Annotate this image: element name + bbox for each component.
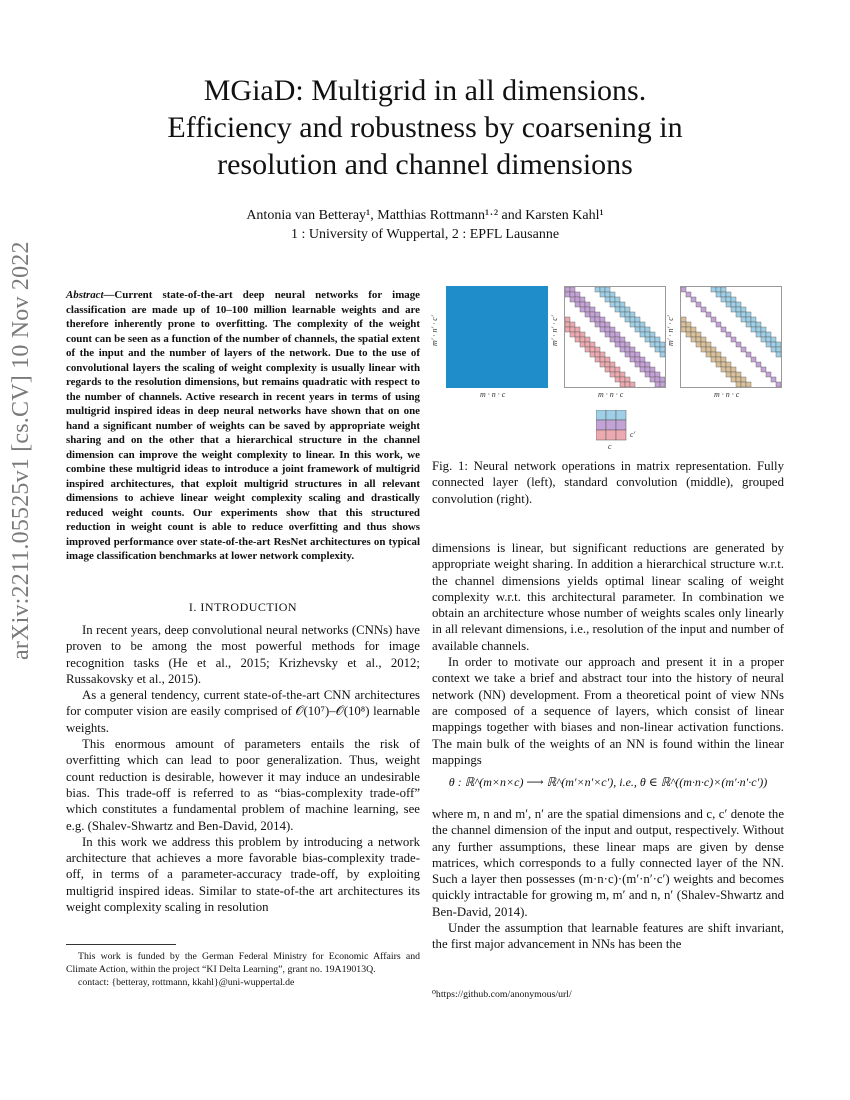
matrix-cell — [575, 302, 580, 307]
matrix-cell — [580, 297, 585, 302]
equation-theta: θ : ℝ^(m×n×c) ⟶ ℝ^(m′×n′×c′), i.e., θ ∈ ℝ^((m·n·c)×(m′·n′·c′)) — [448, 775, 768, 789]
matrix-cell — [655, 347, 660, 352]
matrix-cell — [771, 342, 776, 347]
matrix-cell — [650, 372, 655, 377]
matrix-cell — [655, 342, 660, 347]
matrix-cell — [570, 332, 575, 337]
matrix-cell — [585, 312, 590, 317]
matrix-cell — [756, 362, 761, 367]
matrix-cell — [686, 327, 691, 332]
matrix-cell — [741, 317, 746, 322]
matrix-cell — [766, 342, 771, 347]
matrix-cell — [746, 312, 751, 317]
matrix-cell — [645, 372, 650, 377]
matrix-cell — [610, 337, 615, 342]
matrix-cell — [766, 337, 771, 342]
matrix-cell — [605, 297, 610, 302]
paragraph: In this work we address this problem by introducing a network architecture that achieves a more favorable bias-complexity trade-off, in terms of a parameter-accuracy trade-off, by exploiting multigrid inspired ideas. Similar to state-of-the art architectures its weight complexity scaling in resolution — [66, 834, 420, 915]
matrix-cell — [686, 322, 691, 327]
matrix-cell — [711, 352, 716, 357]
matrix-cell — [595, 347, 600, 352]
matrix-cell — [741, 377, 746, 382]
matrix-cell — [605, 287, 610, 292]
paper-title — [60, 72, 790, 183]
matrix-cell — [701, 342, 706, 347]
matrix-cell — [681, 317, 686, 322]
matrix-cell — [645, 337, 650, 342]
title-line-1: MGiaD: Multigrid in all dimensions. — [203, 74, 647, 107]
matrix-cell — [686, 292, 691, 297]
matrix-cell — [630, 347, 635, 352]
matrix-cell — [570, 287, 575, 292]
matrix-cell — [580, 307, 585, 312]
matrix-cell — [620, 347, 625, 352]
matrix-cell — [645, 362, 650, 367]
matrix-cell — [615, 372, 620, 377]
matrix-cell — [570, 327, 575, 332]
matrix-cell — [691, 337, 696, 342]
matrix-cell — [645, 332, 650, 337]
paragraph: Under the assumption that learnable features are shift invariant, the first major advancement in NNs has been the — [432, 921, 784, 952]
matrix-cell — [645, 327, 650, 332]
kernel-block — [596, 410, 628, 442]
matrix-cell — [595, 287, 600, 292]
matrix-cell — [701, 337, 706, 342]
abstract-label: Abstract — [66, 289, 104, 301]
matrix-cell — [590, 347, 595, 352]
matrix-cell — [580, 342, 585, 347]
matrix-cell — [716, 357, 721, 362]
matrix-cell — [696, 302, 701, 307]
matrix-cell — [570, 292, 575, 297]
axis-label-x: m · n · c — [714, 390, 740, 399]
matrix-cell — [580, 332, 585, 337]
matrix-cell — [575, 332, 580, 337]
matrix-cell — [721, 287, 726, 292]
matrix-cell — [726, 332, 731, 337]
matrix-cell — [625, 312, 630, 317]
paragraph: dimensions is linear, but significant reductions are generated by appropriate weight sharing. In addition a hierarchical structure w.r.t. the channel dimensions yields optimal linear scaling of weight complexity w.r.t. this architectural parameter. In combination we obtain an architecture whose number of weights scales only linearly in all relevant dimensions, i.e., resolution of the input and number of available channels. — [432, 541, 784, 653]
matrix-cell — [711, 317, 716, 322]
matrix-cell — [660, 352, 665, 357]
matrix-cell — [610, 327, 615, 332]
matrix-cell — [726, 292, 731, 297]
matrix-cell — [610, 297, 615, 302]
matrix-cell — [630, 382, 635, 387]
paragraph: In recent years, deep convolutional neural networks (CNNs) have proven to be among the most powerful methods for image recognition tasks (He et al., 2015; Krizhevsky et al., 2012; Russakovsky et al., 2015). — [66, 623, 420, 686]
matrix-cell — [615, 377, 620, 382]
conv-matrix — [564, 286, 666, 388]
matrix-cell — [620, 372, 625, 377]
grouped-conv-matrix — [680, 286, 782, 388]
matrix-cell — [746, 322, 751, 327]
matrix-cell — [640, 327, 645, 332]
matrix-cell — [640, 322, 645, 327]
matrix-cell — [731, 377, 736, 382]
matrix-cell — [595, 352, 600, 357]
matrix-cell — [731, 297, 736, 302]
matrix-cell — [565, 292, 570, 297]
matrix-cell — [600, 322, 605, 327]
matrix-cell — [615, 307, 620, 312]
matrix-cell — [620, 307, 625, 312]
kernel-label-c: c — [608, 442, 612, 451]
matrix-cell — [565, 317, 570, 322]
matrix-cell — [595, 317, 600, 322]
matrix-cell — [660, 342, 665, 347]
matrix-cell — [771, 347, 776, 352]
matrix-cell — [741, 307, 746, 312]
matrix-cell — [610, 292, 615, 297]
matrix-cell — [615, 337, 620, 342]
matrix-cell — [605, 322, 610, 327]
matrix-cell — [756, 327, 761, 332]
matrix-cell — [630, 312, 635, 317]
matrix-cell — [721, 357, 726, 362]
right-column-body-b — [432, 806, 784, 953]
matrix-cell — [595, 322, 600, 327]
matrix-cell — [726, 367, 731, 372]
matrix-cell — [771, 377, 776, 382]
paragraph: where m, n and m′, n′ are the spatial dimensions and c, c′ denote the the channel dimension of the input and output, respectively. Without any further assumptions, these linear maps are given by dense matrices, which corresponds to a fully connected layer of the NN. Such a layer then possesses (m·n·c)·(m′·n′·c′) weights and becomes quickly intractable for growing m, m′ and n, n′ (Shalev-Shwartz and Ben-David, 2014). — [432, 807, 784, 919]
matrix-cell — [731, 307, 736, 312]
matrix-cell — [761, 332, 766, 337]
footnote-funding: This work is funded by the German Federal Ministry for Economic Affairs and Climate Action, within the project “KI Delta Learning”, grant no. 19A19013Q. — [66, 951, 420, 975]
affiliations: 1 : University of Wuppertal, 2 : EPFL Lausanne — [290, 227, 560, 242]
matrix-cell — [726, 362, 731, 367]
matrix-cell — [565, 327, 570, 332]
matrix-cell — [776, 342, 781, 347]
matrix-cell — [615, 342, 620, 347]
axis-label-x: m · n · c — [598, 390, 624, 399]
matrix-cell — [600, 317, 605, 322]
matrix-cell — [726, 297, 731, 302]
matrix-cell — [605, 327, 610, 332]
matrix-cell — [706, 352, 711, 357]
matrix-cell — [625, 342, 630, 347]
matrix-cell — [776, 347, 781, 352]
section-heading-introduction: I. INTRODUCTION — [188, 600, 298, 614]
dense-matrix — [446, 286, 548, 388]
matrix-cell — [660, 382, 665, 387]
matrix-cell — [751, 317, 756, 322]
matrix-cell — [585, 307, 590, 312]
matrix-cell — [640, 332, 645, 337]
paragraph: This enormous amount of parameters entails the risk of overfitting which can lead to poor generalization. Thus, weight count reduction is desirable, however it may induce an undesirable bias. This trade-off is referred to as “bias-complexity trade-off” which constitutes a fundamental problem of machine learning, see e.g. (Shalev-Shwartz and Ben-David, 2014). — [66, 737, 420, 833]
matrix-cell — [716, 292, 721, 297]
matrix-cell — [681, 287, 686, 292]
abstract-text: —Current state-of-the-art deep neural networks for image classification are made up of 10–100 million learnable weights and are therefore inherently prone to overfitting. The complexity of the weight count can be seen as a function of the number of channels, the spatial extent of the input and the number of layers of the network. Due to the use of convolutional layers the scaling of weight complexity is usually linear with regards to the resolution dimensions, but remains quadratic with respect to the number of channels. Active research in recent years in terms of using multigrid inspired ideas in deep neural networks have shown that on one hand a significant number of weights can be saved by appropriate weight sharing and on the other that a hierarchical structure in the channel dimension can improve the weight complexity to linear. In this work, we combine these multigrid ideas to introduce a joint framework of multigrid inspired architectures, that exploit multigrid structures in all relevant dimensions to achieve linear weight complexity scaling and drastically reduced weight counts. Our experiments show that this structured reduction in weight count is able to reduce overfitting and thus shows improved performance over state-of-the-art ResNet architectures on typical image classification benchmarks at lower network complexity. — [66, 289, 420, 562]
matrix-cell — [610, 372, 615, 377]
matrix-cell — [776, 352, 781, 357]
matrix-cell — [590, 317, 595, 322]
matrix-cell — [741, 382, 746, 387]
matrix-cell — [615, 332, 620, 337]
matrix-cell — [620, 312, 625, 317]
matrix-cell — [716, 362, 721, 367]
axis-label-x: m · n · c — [480, 390, 506, 399]
matrix-cell — [635, 322, 640, 327]
matrix-cell — [716, 322, 721, 327]
matrix-cell — [691, 332, 696, 337]
matrix-cell — [736, 382, 741, 387]
matrix-cell — [585, 302, 590, 307]
matrix-cell — [635, 317, 640, 322]
matrix-cell — [655, 377, 660, 382]
matrix-cell — [565, 322, 570, 327]
matrix-cell — [600, 292, 605, 297]
matrix-cell — [585, 342, 590, 347]
matrix-cell — [701, 347, 706, 352]
matrix-cell — [771, 337, 776, 342]
matrix-cell — [706, 347, 711, 352]
matrix-cell — [761, 367, 766, 372]
figure-1 — [430, 284, 790, 454]
matrix-cell — [726, 302, 731, 307]
matrix-cell — [635, 362, 640, 367]
matrix-cell — [635, 357, 640, 362]
paragraph: In order to motivate our approach and present it in a proper context we take a brief and abstract tour into the history of neural network (NN) development. From a theoretical point of view NNs are composed of a sequence of layers, which consist of linear mappings together with biases and non-linear activation functions. The main bulk of the weights of an NN is found within the linear mappings — [432, 655, 784, 767]
matrix-cell — [716, 352, 721, 357]
axis-label-y: m′ · n′ · c′ — [550, 315, 559, 346]
matrix-cell — [640, 357, 645, 362]
matrix-cell — [736, 302, 741, 307]
matrix-cell — [610, 302, 615, 307]
matrix-cell — [620, 382, 625, 387]
matrix-cell — [600, 362, 605, 367]
matrix-cell — [731, 337, 736, 342]
matrix-cell — [615, 367, 620, 372]
matrix-cell — [721, 297, 726, 302]
axis-label-y: m′ · n′ · c′ — [666, 315, 675, 346]
matrix-cell — [635, 327, 640, 332]
matrix-cell — [625, 317, 630, 322]
matrix-cell — [716, 287, 721, 292]
matrix-cell — [580, 302, 585, 307]
matrix-cell — [620, 342, 625, 347]
matrix-cell — [721, 292, 726, 297]
matrix-cell — [565, 287, 570, 292]
matrix-cell — [736, 312, 741, 317]
matrix-cell — [766, 332, 771, 337]
matrix-cell — [741, 347, 746, 352]
matrix-cell — [585, 337, 590, 342]
matrix-cell — [746, 382, 751, 387]
matrix-cell — [751, 327, 756, 332]
matrix-cell — [600, 327, 605, 332]
matrix-cell — [691, 297, 696, 302]
paragraph: As a general tendency, current state-of-the-art CNN architectures for computer vision are easily comprised of 𝒪(10⁷)–𝒪(10⁸) learnable weights. — [66, 688, 420, 735]
matrix-cell — [746, 352, 751, 357]
title-line-2: Efficiency and robustness by coarsening in — [167, 111, 683, 144]
matrix-cell — [635, 352, 640, 357]
matrix-cell — [575, 327, 580, 332]
matrix-cell — [736, 372, 741, 377]
matrix-cell — [620, 302, 625, 307]
matrix-cell — [570, 297, 575, 302]
matrix-cell — [761, 327, 766, 332]
left-column-body — [66, 622, 420, 915]
matrix-cell — [625, 347, 630, 352]
matrix-cell — [625, 377, 630, 382]
matrix-cell — [696, 337, 701, 342]
matrix-cell — [570, 322, 575, 327]
matrix-cell — [721, 362, 726, 367]
matrix-cell — [696, 332, 701, 337]
matrix-cell — [706, 312, 711, 317]
right-column-body-a — [432, 540, 784, 768]
matrix-cell — [615, 302, 620, 307]
matrix-cell — [630, 322, 635, 327]
matrix-cell — [575, 292, 580, 297]
matrix-cell — [645, 367, 650, 372]
matrix-cell — [711, 347, 716, 352]
matrix-cell — [590, 312, 595, 317]
title-line-3: resolution and channel dimensions — [217, 148, 633, 181]
matrix-cell — [640, 362, 645, 367]
matrix-cell — [776, 382, 781, 387]
matrix-cell — [625, 382, 630, 387]
matrix-cell — [600, 357, 605, 362]
matrix-cell — [625, 352, 630, 357]
matrix-cell — [650, 377, 655, 382]
matrix-cell — [746, 317, 751, 322]
matrix-cell — [706, 342, 711, 347]
matrix-cell — [766, 372, 771, 377]
matrix-cell — [726, 372, 731, 377]
matrix-cell — [590, 307, 595, 312]
matrix-cell — [736, 377, 741, 382]
figure-caption: Fig. 1: Neural network operations in matrix representation. Fully connected layer (left), standard convolution (middle), grouped convolution (right). — [432, 459, 784, 506]
matrix-cell — [610, 362, 615, 367]
footnote-contact: contact: {betteray, rottmann, kkahl}@uni-wuppertal.de — [78, 977, 295, 988]
matrix-cell — [721, 367, 726, 372]
footnote-rule — [66, 944, 176, 945]
matrix-cell — [756, 332, 761, 337]
matrix-cell — [751, 357, 756, 362]
author-list: Antonia van Betteray¹, Matthias Rottmann¹·² and Karsten Kahl¹ — [246, 208, 604, 223]
matrix-cell — [630, 352, 635, 357]
matrix-cell — [600, 352, 605, 357]
matrix-cell — [595, 312, 600, 317]
matrix-cell — [575, 297, 580, 302]
matrix-cell — [736, 307, 741, 312]
matrix-cell — [655, 382, 660, 387]
matrix-cell — [731, 302, 736, 307]
kernel-label-c-prime: c′ — [630, 430, 636, 439]
matrix-cell — [625, 307, 630, 312]
matrix-cell — [650, 342, 655, 347]
matrix-cell — [605, 332, 610, 337]
matrix-cell — [580, 337, 585, 342]
matrix-cell — [650, 367, 655, 372]
matrix-cell — [731, 372, 736, 377]
matrix-cell — [691, 327, 696, 332]
matrix-cell — [590, 352, 595, 357]
matrix-cell — [605, 292, 610, 297]
matrix-cell — [696, 342, 701, 347]
footnote-url: ⁰https://github.com/anonymous/url/ — [432, 989, 572, 1000]
arxiv-identifier: arXiv:2211.05525v1 [cs.CV] 10 Nov 2022 — [8, 241, 34, 660]
matrix-cell — [650, 337, 655, 342]
matrix-cell — [736, 342, 741, 347]
matrix-cell — [660, 347, 665, 352]
matrix-cell — [650, 332, 655, 337]
matrix-cell — [615, 297, 620, 302]
matrix-cell — [681, 327, 686, 332]
matrix-cell — [686, 332, 691, 337]
matrix-cell — [630, 357, 635, 362]
matrix-cell — [610, 332, 615, 337]
matrix-cell — [681, 322, 686, 327]
matrix-cell — [630, 317, 635, 322]
abstract — [66, 288, 420, 564]
matrix-cell — [605, 367, 610, 372]
matrix-cell — [701, 307, 706, 312]
matrix-cell — [640, 367, 645, 372]
matrix-cell — [731, 367, 736, 372]
matrix-cell — [590, 342, 595, 347]
matrix-cell — [741, 312, 746, 317]
matrix-cell — [761, 337, 766, 342]
matrix-cell — [711, 357, 716, 362]
matrix-cell — [605, 362, 610, 367]
matrix-cell — [751, 322, 756, 327]
matrix-cell — [660, 377, 665, 382]
matrix-cell — [655, 337, 660, 342]
matrix-cell — [605, 357, 610, 362]
matrix-cell — [595, 357, 600, 362]
matrix-cell — [711, 287, 716, 292]
matrix-cell — [610, 367, 615, 372]
matrix-cell — [620, 337, 625, 342]
matrix-cell — [655, 372, 660, 377]
axis-label-y: m′ · n′ · c′ — [430, 315, 439, 346]
footnotes-left — [66, 950, 420, 989]
matrix-cell — [585, 347, 590, 352]
matrix-cell — [721, 327, 726, 332]
matrix-cell — [600, 287, 605, 292]
matrix-cell — [620, 377, 625, 382]
matrix-cell — [575, 337, 580, 342]
matrix-cell — [756, 322, 761, 327]
